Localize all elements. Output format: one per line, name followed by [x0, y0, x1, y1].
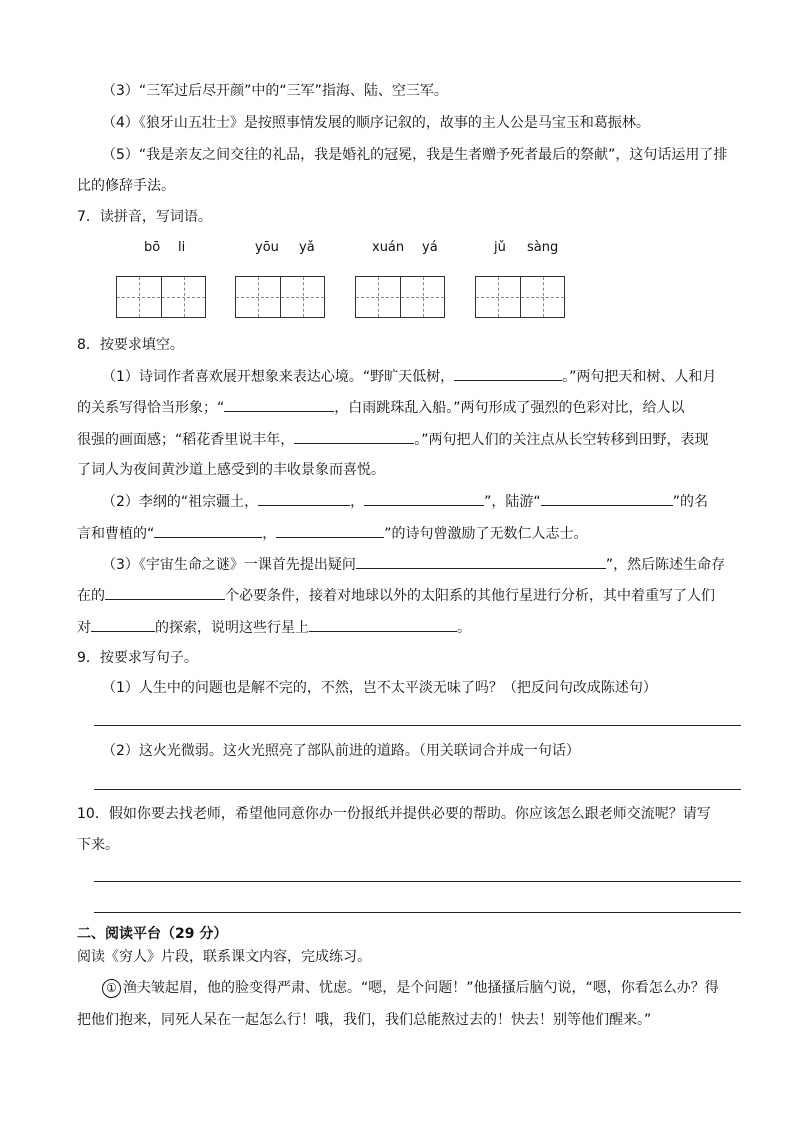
q8-title: 8．按要求填空。 [77, 337, 184, 353]
blank-9[interactable] [356, 554, 606, 569]
blank-5[interactable] [364, 491, 484, 506]
q6-item-3: （3）“三军过后尽开颜”中的“三军”指海、陆、空三军。 [102, 83, 448, 99]
blank-11[interactable] [91, 617, 155, 632]
q8-p3-line3: 对 的探索，说明这些行星上 。 [77, 617, 471, 638]
pinyin-2b: yǎ [299, 240, 315, 255]
writing-grid-3[interactable] [355, 276, 445, 318]
blank-3[interactable] [294, 429, 414, 444]
section-2-title: 二、阅读平台（29 分） [77, 926, 228, 942]
pinyin-4a: jǔ [494, 240, 506, 255]
q6-item-4: （4）《狼牙山五壮士》是按照事情发展的顺序记叙的，故事的主人公是马宝玉和葛振林。 [102, 115, 650, 131]
section-2-intro: 阅读《穷人》片段，联系课文内容，完成练习。 [77, 949, 371, 965]
blank-2[interactable] [224, 397, 334, 412]
q8-p1-line1: （1）诗词作者喜欢展开想象来表达心境。“野旷天低树， 。”两句把天和树、人和月 [102, 366, 716, 387]
writing-grid-4[interactable] [475, 276, 565, 318]
blank-12[interactable] [309, 617, 457, 632]
blank-7[interactable] [154, 523, 262, 538]
q8-p2-line2: 言和曹植的“ ， ”的诗句曾激励了无数仁人志士。 [77, 523, 588, 544]
pinyin-2a: yōu [255, 240, 279, 255]
q8-p3-line2: 在的 个必要条件，接着对地球以外的太阳系的其他行星进行分析，其中着重写了人们 [77, 585, 715, 606]
answer-line-2[interactable] [94, 789, 741, 790]
pinyin-3a: xuán [372, 240, 405, 255]
blank-4[interactable] [258, 491, 350, 506]
q8-p1-line4: 了词人为夜间黄沙道上感受到的丰收景象而喜悦。 [77, 462, 385, 478]
q10-line1: 10．假如你要去找老师，希望他同意你办一份报纸并提供必要的帮助。你应该怎么跟老师交流呢？请写 [77, 806, 711, 822]
q8-p2-line1: （2）李纲的“祖宗疆土， ， ”，陆游“ ”的名 [102, 491, 708, 512]
pinyin-4b: sàng [527, 240, 559, 255]
blank-8[interactable] [276, 523, 384, 538]
answer-line-3[interactable] [94, 881, 741, 882]
paragraph-number-1: ① [102, 979, 121, 998]
blank-10[interactable] [105, 585, 225, 600]
passage-p1-line1: ① 渔夫皱起眉，他的脸变得严肃、忧虑。“嗯，是个问题！”他搔搔后脑勺说，“嗯，你看怎么办？得 [102, 978, 719, 998]
q9-item-1: （1）人生中的问题也是解不完的，不然，岂不太平淡无味了吗？（把反问句改成陈述句） [102, 680, 657, 696]
q8-p3-line1: （3）《宇宙生命之谜》一课首先提出疑问 ”，然后陈述生命存 [102, 554, 725, 575]
answer-line-1[interactable] [94, 725, 741, 726]
pinyin-3b: yá [422, 240, 438, 255]
blank-6[interactable] [541, 491, 673, 506]
writing-grid-2[interactable] [235, 276, 325, 318]
pinyin-1b: li [178, 240, 186, 255]
pinyin-1a: bō [144, 240, 161, 255]
answer-line-4[interactable] [94, 912, 741, 913]
q8-p1-line3: 很强的画面感；“稻花香里说丰年， 。”两句把人们的关注点从长空转移到田野，表现 [77, 429, 709, 450]
blank-1[interactable] [454, 366, 562, 381]
q8-p1-line2: 的关系写得恰当形象；“ ，白雨跳珠乱入船。”两句形成了强烈的色彩对比，给人以 [77, 397, 685, 418]
q7-title: 7．读拼音，写词语。 [77, 209, 212, 225]
writing-grid-1[interactable] [116, 276, 206, 318]
q6-item-5-line1: （5）“我是亲友之间交往的礼品，我是婚礼的冠冕，我是生者赠予死者最后的祭献”，这句话运用了排 [102, 147, 728, 163]
q6-item-5-line2: 比的修辞手法。 [77, 178, 175, 194]
passage-p1-line2: 把他们抱来，同死人呆在一起怎么行！哦，我们，我们总能熬过去的！快去！别等他们醒来。” [77, 1012, 652, 1028]
q10-line2: 下来。 [77, 837, 119, 853]
q9-title: 9．按要求写句子。 [77, 650, 198, 666]
q9-item-2: （2）这火光微弱。这火光照亮了部队前进的道路。（用关联词合并成一句话） [102, 743, 580, 759]
